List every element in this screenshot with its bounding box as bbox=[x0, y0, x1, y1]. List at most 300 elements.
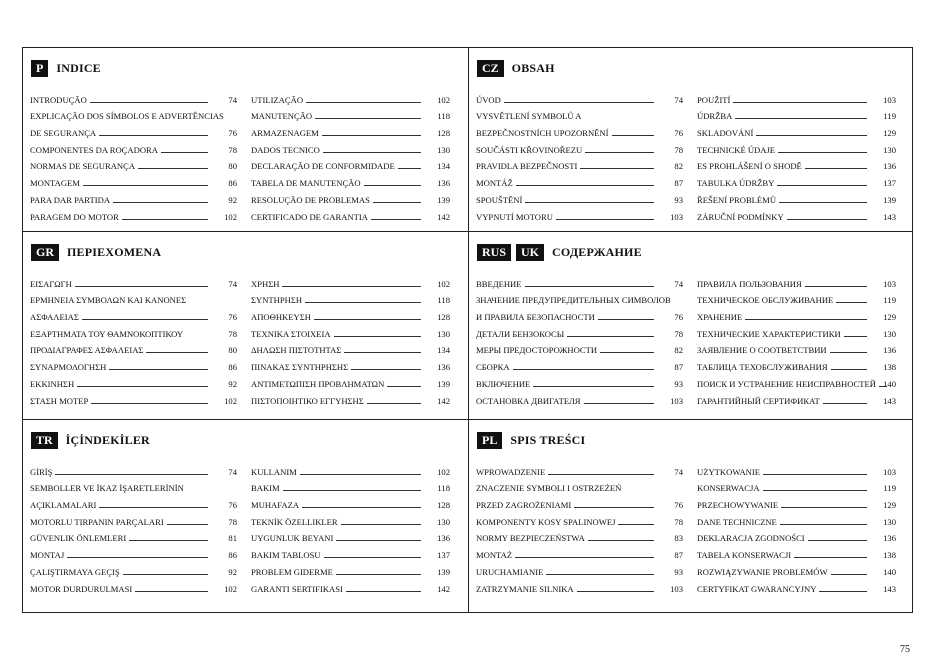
entry-label: ROZWIĄZYWANIE PROBLEMÓW bbox=[697, 566, 828, 577]
entry-page: 86 bbox=[228, 178, 237, 189]
leader-line bbox=[513, 369, 654, 370]
entry-label: ES PROHLÁŠENÍ O SHODĚ bbox=[697, 161, 802, 172]
entry-page: 103 bbox=[883, 466, 896, 477]
entry-label: TEKNİK ÖZELLIKLER bbox=[251, 516, 338, 527]
entry-page: 138 bbox=[883, 550, 896, 561]
entry-label: ТЕХНИЧЕСКИЕ ХАРАКТЕРИСТИКИ bbox=[697, 328, 841, 339]
leader-line bbox=[504, 102, 654, 103]
toc-entry[interactable] bbox=[697, 389, 896, 406]
toc-entry[interactable] bbox=[697, 339, 896, 356]
toc-entry[interactable] bbox=[476, 121, 683, 138]
toc-entry[interactable] bbox=[30, 289, 237, 306]
toc-entry[interactable] bbox=[251, 339, 450, 356]
toc-entry[interactable] bbox=[30, 460, 237, 477]
toc-column-left bbox=[30, 460, 237, 594]
toc-entry[interactable] bbox=[697, 372, 896, 389]
leader-line bbox=[823, 403, 867, 404]
leader-line bbox=[525, 202, 654, 203]
toc-entry[interactable] bbox=[697, 105, 896, 122]
leader-line bbox=[778, 152, 867, 153]
entry-page: 142 bbox=[437, 395, 450, 406]
leader-line bbox=[819, 591, 867, 592]
toc-entry[interactable] bbox=[30, 188, 237, 205]
toc-entry[interactable] bbox=[251, 138, 450, 155]
toc-entry[interactable] bbox=[476, 355, 683, 372]
entry-label: И ПРАВИЛА БЕЗОПАСНОСТИ bbox=[476, 312, 595, 323]
entry-label: ΤΕΧΝΙΚΑ ΣΤΟΙΧΕΙΑ bbox=[251, 328, 331, 339]
entry-label: ΣΤΑΣΗ ΜΟΤΕΡ bbox=[30, 395, 89, 406]
entry-page: 130 bbox=[437, 144, 450, 155]
entry-label: ΠΡΟΔΙΑΓΡΑΦΕΣ ΑΣΦΑΛΕΙΑΣ bbox=[30, 345, 144, 356]
toc-entry[interactable] bbox=[251, 105, 450, 122]
leader-line bbox=[75, 286, 208, 287]
toc-entry[interactable] bbox=[30, 105, 237, 122]
toc-column-right bbox=[697, 272, 896, 406]
leader-line bbox=[346, 591, 421, 592]
toc-entry[interactable] bbox=[476, 372, 683, 389]
entry-label: DE SEGURANÇA bbox=[30, 128, 97, 139]
toc-entry[interactable] bbox=[30, 339, 237, 356]
entry-label: ВВЕДЕНИЕ bbox=[476, 278, 522, 289]
entry-page: 136 bbox=[883, 533, 896, 544]
toc-entry[interactable] bbox=[697, 188, 896, 205]
toc-entry[interactable] bbox=[476, 389, 683, 406]
entry-label: UYGUNLUK BEYANI bbox=[251, 533, 334, 544]
toc-entry[interactable] bbox=[697, 355, 896, 372]
entry-page: 78 bbox=[228, 144, 237, 155]
entry-page: 93 bbox=[674, 566, 683, 577]
entry-page: 74 bbox=[228, 278, 237, 289]
entry-page: 78 bbox=[674, 516, 683, 527]
entry-label: EXPLICAÇÃO DOS SÍMBOLOS E ADVERTÊNCIAS bbox=[30, 111, 224, 122]
entry-page: 139 bbox=[437, 566, 450, 577]
leader-line bbox=[324, 557, 421, 558]
entry-page: 78 bbox=[228, 516, 237, 527]
toc-entry[interactable] bbox=[697, 510, 896, 527]
toc-entry[interactable] bbox=[697, 88, 896, 105]
toc-entry[interactable] bbox=[251, 510, 450, 527]
entry-label: ГАРАНТИЙНЫЙ СЕРТИФИКАТ bbox=[697, 395, 820, 406]
toc-entry[interactable] bbox=[30, 477, 237, 494]
entry-label: GİRİŞ bbox=[30, 466, 53, 477]
toc-entry[interactable] bbox=[697, 289, 896, 306]
entry-label: ΔΗΛΩΣΗ ΠΙΣΤΟΤΗΤΑΣ bbox=[251, 345, 342, 356]
toc-entry[interactable] bbox=[476, 138, 683, 155]
leader-line bbox=[612, 135, 655, 136]
leader-line bbox=[567, 336, 654, 337]
entry-label: ΑΣΦΑΛΕΙΑΣ bbox=[30, 312, 79, 323]
toc-entry[interactable] bbox=[476, 105, 683, 122]
panel-header bbox=[31, 432, 150, 449]
leader-line bbox=[580, 168, 654, 169]
leader-line bbox=[283, 490, 421, 491]
leader-line bbox=[733, 102, 867, 103]
entry-label: INTRODUÇÃO bbox=[30, 94, 87, 105]
entry-label: MANUTENÇÃO bbox=[251, 111, 313, 122]
toc-entry[interactable] bbox=[476, 322, 683, 339]
entry-page: 119 bbox=[883, 295, 896, 306]
leader-line bbox=[282, 286, 421, 287]
entry-page: 136 bbox=[437, 178, 450, 189]
toc-entry[interactable] bbox=[476, 289, 683, 306]
entry-label: PRZED ZAGROŻENIAMI bbox=[476, 500, 572, 511]
entry-label: PARAGEM DO MOTOR bbox=[30, 211, 119, 222]
entry-page: 82 bbox=[674, 345, 683, 356]
toc-entry[interactable] bbox=[30, 88, 237, 105]
toc-column-right bbox=[697, 460, 896, 594]
entry-page: 92 bbox=[228, 566, 237, 577]
entry-label: ΧΡΗΣΗ bbox=[251, 278, 280, 289]
language-badge: CZ bbox=[477, 60, 504, 77]
entry-label: POUŽITÍ bbox=[697, 94, 731, 105]
toc-entry[interactable] bbox=[30, 138, 237, 155]
toc-entry[interactable] bbox=[30, 155, 237, 172]
toc-entry[interactable] bbox=[251, 577, 450, 594]
entry-page: 76 bbox=[228, 128, 237, 139]
toc-entry[interactable] bbox=[476, 577, 683, 594]
toc-entry[interactable] bbox=[697, 205, 896, 222]
leader-line bbox=[584, 403, 654, 404]
leader-line bbox=[516, 185, 654, 186]
entry-page: 80 bbox=[228, 345, 237, 356]
entry-label: ПРАВИЛА ПОЛЬЗОВАНИЯ bbox=[697, 278, 802, 289]
toc-entry[interactable] bbox=[476, 527, 683, 544]
entry-label: ПОИСК И УСТРАНЕНИЕ НЕИСПРАВНОСТЕЙ bbox=[697, 378, 876, 389]
toc-entry[interactable] bbox=[251, 205, 450, 222]
leader-line bbox=[77, 386, 208, 387]
entry-page: 103 bbox=[883, 94, 896, 105]
toc-entry[interactable] bbox=[251, 305, 450, 322]
toc-entry[interactable] bbox=[697, 560, 896, 577]
entry-label: ΣΥΝΑΡΜΟΛΟΓΗΣΗ bbox=[30, 362, 107, 373]
leader-line bbox=[336, 574, 421, 575]
entry-page: 103 bbox=[883, 278, 896, 289]
toc-entry[interactable] bbox=[476, 510, 683, 527]
toc-entry[interactable] bbox=[697, 138, 896, 155]
entry-label: ΕΚΚΙΝΗΣΗ bbox=[30, 378, 75, 389]
entry-label: PRAVIDLA BEZPEČNOSTI bbox=[476, 161, 578, 172]
entry-label: WPROWADZENIE bbox=[476, 466, 546, 477]
entry-page: 76 bbox=[228, 312, 237, 323]
toc-entry[interactable] bbox=[30, 560, 237, 577]
leader-line bbox=[367, 403, 421, 404]
leader-line bbox=[135, 591, 208, 592]
leader-line bbox=[315, 118, 421, 119]
leader-line bbox=[138, 168, 208, 169]
entry-page: 78 bbox=[674, 328, 683, 339]
toc-entry[interactable] bbox=[476, 460, 683, 477]
leader-line bbox=[794, 557, 867, 558]
entry-label: COMPONENTES DA ROÇADORA bbox=[30, 144, 158, 155]
entry-page: 74 bbox=[674, 278, 683, 289]
entry-label: ΑΠΟΘΗΚΕΥΣΗ bbox=[251, 312, 311, 323]
panel-title: INDICE bbox=[56, 61, 101, 75]
panel-title: СОДЕРЖАНИЕ bbox=[552, 245, 642, 259]
entry-page: 118 bbox=[437, 111, 450, 122]
page-number: 75 bbox=[900, 644, 910, 655]
entry-label: ЗАЯВЛЕНИЕ О СООТВЕТСТВИИ bbox=[697, 345, 827, 356]
entry-label: ZNACZENIE SYMBOLI I OSTRZEŻEŃ bbox=[476, 483, 622, 494]
toc-entry[interactable] bbox=[251, 560, 450, 577]
toc-entry[interactable] bbox=[476, 155, 683, 172]
entry-page: 143 bbox=[883, 583, 896, 594]
entry-label: DEKLARACJA ZGODNOŚCI bbox=[697, 533, 805, 544]
entry-page: 102 bbox=[224, 583, 237, 594]
toc-entry[interactable] bbox=[476, 205, 683, 222]
entry-label: RESOLUÇÃO DE PROBLEMAS bbox=[251, 194, 370, 205]
entry-label: SKLADOVÁNÍ bbox=[697, 128, 754, 139]
entry-label: MONTAŻ bbox=[476, 550, 513, 561]
entry-page: 87 bbox=[674, 178, 683, 189]
toc-entry[interactable] bbox=[476, 477, 683, 494]
entry-page: 143 bbox=[883, 211, 896, 222]
entry-page: 92 bbox=[228, 378, 237, 389]
entry-label: MUHAFAZA bbox=[251, 500, 300, 511]
entry-label: ЗНАЧЕНИЕ ПРЕДУПРЕДИТЕЛЬНЫХ СИМВОЛОВ bbox=[476, 295, 671, 306]
entry-label: KONSERWACJA bbox=[697, 483, 760, 494]
leader-line bbox=[167, 524, 208, 525]
entry-page: 136 bbox=[883, 345, 896, 356]
entry-label: TABELA KONSERWACJI bbox=[697, 550, 792, 561]
entry-page: 119 bbox=[883, 111, 896, 122]
entry-page: 92 bbox=[228, 194, 237, 205]
entry-page: 87 bbox=[674, 362, 683, 373]
entry-label: ΕΡΜΗΝΕΙΑ ΣΥΜΒΟΛΩΝ ΚΑΙ ΚΑΝΟΝΕΣ bbox=[30, 295, 187, 306]
language-badge: RUS bbox=[477, 244, 511, 261]
toc-entry[interactable] bbox=[697, 527, 896, 544]
entry-label: ВКЛЮЧЕНИЕ bbox=[476, 378, 531, 389]
entry-label: AÇIKLAMALARI bbox=[30, 500, 97, 511]
toc-entry[interactable] bbox=[251, 543, 450, 560]
toc-entry[interactable] bbox=[30, 272, 237, 289]
entry-label: DADOS TECNICO bbox=[251, 144, 320, 155]
toc-entry[interactable] bbox=[30, 372, 237, 389]
leader-line bbox=[364, 185, 421, 186]
toc-entry[interactable] bbox=[30, 305, 237, 322]
toc-entry[interactable] bbox=[697, 577, 896, 594]
language-badge: TR bbox=[31, 432, 58, 449]
entry-label: DANE TECHNICZNE bbox=[697, 516, 777, 527]
entry-page: 118 bbox=[437, 295, 450, 306]
toc-entry[interactable] bbox=[251, 88, 450, 105]
entry-page: 139 bbox=[437, 194, 450, 205]
entry-page: 87 bbox=[674, 550, 683, 561]
entry-label: ΑΝΤΙΜΕΤΩΠΙΣΗ ΠΡΟΒΛΗΜΑΤΩΝ bbox=[251, 378, 385, 389]
leader-line bbox=[787, 219, 867, 220]
entry-label: PRZECHOWYWANIE bbox=[697, 500, 779, 511]
leader-line bbox=[781, 507, 867, 508]
toc-entry[interactable] bbox=[30, 322, 237, 339]
toc-entry[interactable] bbox=[476, 171, 683, 188]
leader-line bbox=[600, 352, 654, 353]
toc-entry[interactable] bbox=[30, 171, 237, 188]
leader-line bbox=[322, 135, 421, 136]
toc-entry[interactable] bbox=[697, 171, 896, 188]
entry-label: MOTORLU TIRPANIN PARÇALARI bbox=[30, 516, 164, 527]
toc-entry[interactable] bbox=[697, 477, 896, 494]
entry-page: 74 bbox=[228, 94, 237, 105]
entry-page: 136 bbox=[437, 533, 450, 544]
toc-entry[interactable] bbox=[251, 171, 450, 188]
entry-page: 74 bbox=[674, 466, 683, 477]
entry-page: 103 bbox=[670, 211, 683, 222]
entry-page: 102 bbox=[437, 466, 450, 477]
leader-line bbox=[763, 490, 867, 491]
leader-line bbox=[533, 386, 654, 387]
entry-label: NORMAS DE SEGURANÇA bbox=[30, 161, 136, 172]
toc-entry[interactable] bbox=[30, 527, 237, 544]
toc-entry[interactable] bbox=[476, 88, 683, 105]
toc-entry[interactable] bbox=[251, 188, 450, 205]
leader-line bbox=[515, 557, 654, 558]
entry-page: 136 bbox=[883, 161, 896, 172]
toc-entry[interactable] bbox=[697, 272, 896, 289]
leader-line bbox=[99, 135, 208, 136]
entry-page: 102 bbox=[437, 278, 450, 289]
entry-label: ХРАНЕНИЕ bbox=[697, 312, 743, 323]
entry-label: SOUČÁSTI KŘOVINOŘEZU bbox=[476, 144, 583, 155]
language-badge: PL bbox=[477, 432, 502, 449]
toc-entry[interactable] bbox=[30, 510, 237, 527]
entry-label: MONTAGEM bbox=[30, 178, 80, 189]
entry-page: 93 bbox=[674, 378, 683, 389]
leader-line bbox=[830, 352, 867, 353]
toc-entry[interactable] bbox=[251, 272, 450, 289]
entry-page: 134 bbox=[437, 345, 450, 356]
leader-line bbox=[336, 540, 421, 541]
entry-page: 134 bbox=[437, 161, 450, 172]
toc-entry[interactable] bbox=[251, 155, 450, 172]
entry-page: 76 bbox=[228, 500, 237, 511]
toc-entry[interactable] bbox=[251, 121, 450, 138]
leader-line bbox=[574, 507, 654, 508]
entry-page: 130 bbox=[883, 144, 896, 155]
leader-line bbox=[55, 474, 208, 475]
entry-page: 118 bbox=[437, 483, 450, 494]
entry-page: 78 bbox=[228, 328, 237, 339]
leader-line bbox=[300, 474, 421, 475]
leader-line bbox=[836, 302, 867, 303]
entry-label: KOMPONENTY KOSY SPALINOWEJ bbox=[476, 516, 616, 527]
toc-entry[interactable] bbox=[251, 493, 450, 510]
entry-page: 74 bbox=[228, 466, 237, 477]
toc-entry[interactable] bbox=[476, 493, 683, 510]
toc-entry[interactable] bbox=[30, 577, 237, 594]
entry-page: 138 bbox=[883, 362, 896, 373]
toc-entry[interactable] bbox=[251, 477, 450, 494]
entry-label: TABELA DE MANUTENÇÃO bbox=[251, 178, 361, 189]
leader-line bbox=[161, 152, 208, 153]
toc-grid bbox=[22, 47, 913, 613]
toc-entry[interactable] bbox=[476, 272, 683, 289]
toc-entry[interactable] bbox=[697, 460, 896, 477]
toc-entry[interactable] bbox=[251, 289, 450, 306]
toc-entry[interactable] bbox=[251, 322, 450, 339]
entry-page: 102 bbox=[224, 395, 237, 406]
toc-entry[interactable] bbox=[697, 493, 896, 510]
leader-line bbox=[805, 286, 867, 287]
toc-panel bbox=[469, 232, 914, 420]
toc-entry[interactable] bbox=[251, 460, 450, 477]
leader-line bbox=[334, 336, 421, 337]
toc-entry[interactable] bbox=[251, 355, 450, 372]
toc-entry[interactable] bbox=[697, 543, 896, 560]
entry-page: 93 bbox=[674, 194, 683, 205]
leader-line bbox=[546, 574, 654, 575]
toc-entry[interactable] bbox=[30, 493, 237, 510]
leader-line bbox=[598, 319, 654, 320]
leader-line bbox=[90, 102, 208, 103]
toc-entry[interactable] bbox=[251, 372, 450, 389]
toc-entry[interactable] bbox=[697, 322, 896, 339]
leader-line bbox=[577, 591, 654, 592]
entry-label: TABULKA ÚDRŽBY bbox=[697, 178, 775, 189]
entry-page: 128 bbox=[437, 128, 450, 139]
entry-label: ΣΥΝΤΗΡΗΣΗ bbox=[251, 295, 303, 306]
leader-line bbox=[756, 135, 867, 136]
toc-entry[interactable] bbox=[476, 188, 683, 205]
entry-page: 137 bbox=[437, 550, 450, 561]
leader-line bbox=[831, 574, 867, 575]
toc-entry[interactable] bbox=[30, 543, 237, 560]
toc-entry[interactable] bbox=[697, 121, 896, 138]
entry-label: ÚDRŽBA bbox=[697, 111, 733, 122]
entry-page: 80 bbox=[228, 161, 237, 172]
entry-label: MONTÁŽ bbox=[476, 178, 513, 189]
leader-line bbox=[618, 524, 654, 525]
entry-label: ТЕХНИЧЕСКОЕ ОБСЛУЖИВАНИЕ bbox=[697, 295, 834, 306]
toc-entry[interactable] bbox=[30, 205, 237, 222]
entry-page: 83 bbox=[674, 533, 683, 544]
entry-label: NORMY BEZPIECZEŃSTWA bbox=[476, 533, 585, 544]
toc-entry[interactable] bbox=[30, 355, 237, 372]
entry-label: ΕΞΑΡΤΗΜΑΤΑ ΤΟΥ ΘΑΜΝΟΚΟΠΤΙΚΟΥ bbox=[30, 328, 184, 339]
toc-entry[interactable] bbox=[30, 121, 237, 138]
toc-entry[interactable] bbox=[476, 560, 683, 577]
entry-label: BAKIM TABLOSU bbox=[251, 550, 321, 561]
toc-entry[interactable] bbox=[251, 389, 450, 406]
leader-line bbox=[844, 336, 867, 337]
leader-line bbox=[805, 168, 867, 169]
toc-column-right bbox=[251, 272, 450, 406]
entry-page: 119 bbox=[883, 483, 896, 494]
panel-title: İÇİNDEKİLER bbox=[65, 433, 150, 447]
leader-line bbox=[344, 352, 421, 353]
toc-entry[interactable] bbox=[476, 305, 683, 322]
leader-line bbox=[556, 219, 654, 220]
leader-line bbox=[323, 152, 421, 153]
toc-entry[interactable] bbox=[476, 543, 683, 560]
leader-line bbox=[779, 202, 867, 203]
entry-label: BEZPEČNOSTNÍCH UPOZORNĚNÍ bbox=[476, 128, 609, 139]
panel-title: ΠΕΡΙΕΧΟΜΕΝΑ bbox=[67, 245, 162, 259]
leader-line bbox=[808, 540, 867, 541]
entry-page: 139 bbox=[883, 194, 896, 205]
toc-entry[interactable] bbox=[697, 155, 896, 172]
toc-column-left bbox=[30, 272, 237, 406]
toc-entry[interactable] bbox=[30, 389, 237, 406]
leader-line bbox=[525, 286, 655, 287]
entry-page: 74 bbox=[674, 94, 683, 105]
toc-entry[interactable] bbox=[697, 305, 896, 322]
leader-line bbox=[109, 369, 208, 370]
leader-line bbox=[780, 524, 867, 525]
entry-page: 137 bbox=[883, 178, 896, 189]
leader-line bbox=[146, 352, 208, 353]
leader-line bbox=[373, 202, 421, 203]
toc-entry[interactable] bbox=[476, 339, 683, 356]
toc-entry[interactable] bbox=[251, 527, 450, 544]
